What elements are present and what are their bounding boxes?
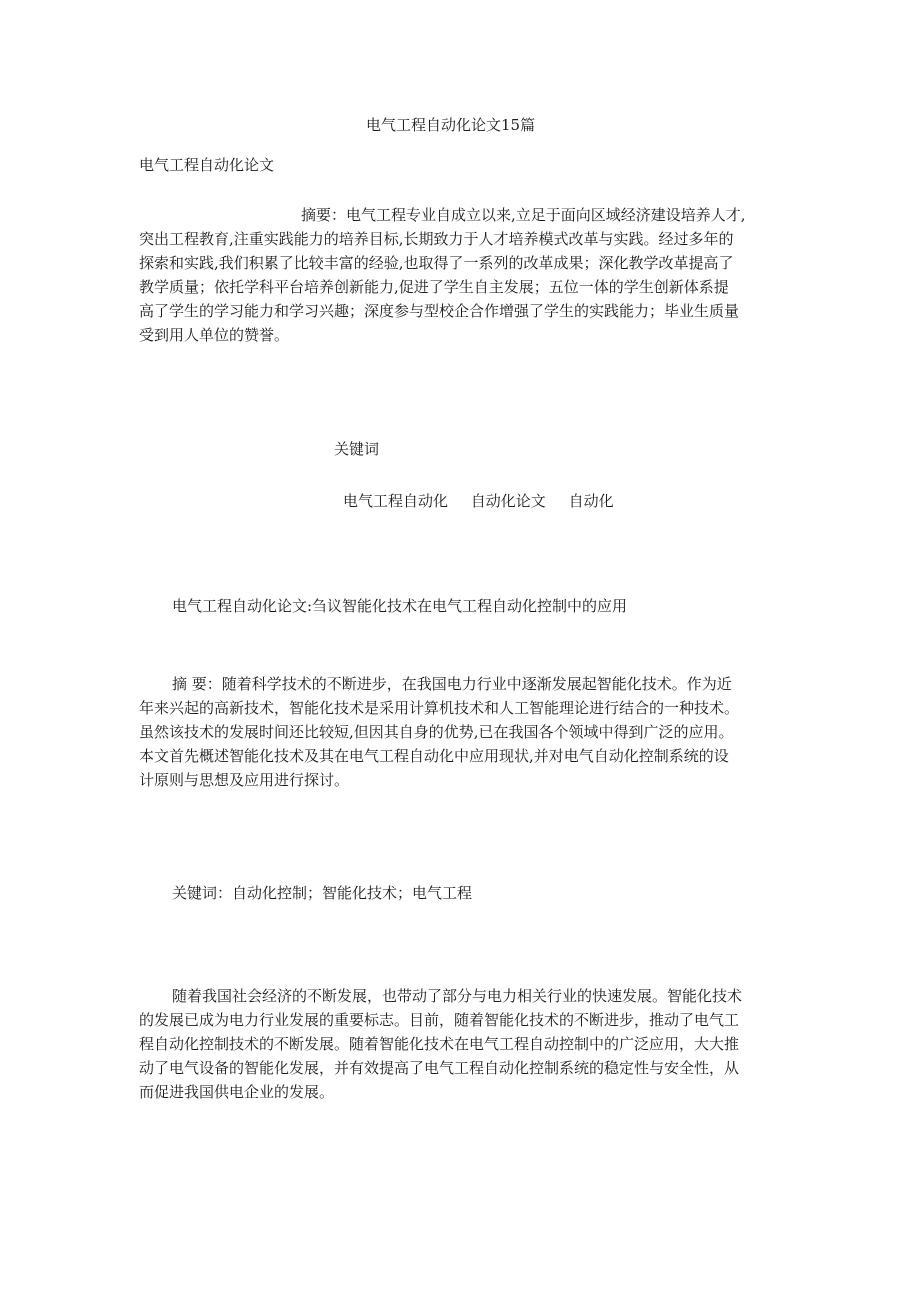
body-line: 的发展已成为电力行业发展的重要标志。目前，随着智能化技术的不断进步，推动了电气工 <box>139 1011 740 1029</box>
abstract-1 <box>139 203 787 347</box>
abstract-2-line: 虽然该技术的发展时间还比较短,但因其自身的优势,已在我国各个领域中得到广泛的应用。 <box>139 723 734 741</box>
abstract-1-line: 教学质量；依托学科平台培养创新能力,促进了学生自主发展；五位一体的学生创新体系提 <box>139 278 729 296</box>
body-line: 程自动化控制技术的不断发展。随着智能化技术在电气工程自动控制中的广泛应用，大大推 <box>139 1035 740 1053</box>
keywords-1-list <box>343 489 614 513</box>
abstract-1-line: 探索和实践,我们积累了比较丰富的经验,也取得了一系列的改革成果；深化教学改革提高了 <box>139 254 734 272</box>
abstract-2-line: 摘 要：随着科学技术的不断进步，在我国电力行业中逐渐发展起智能化技术。作为近 <box>172 675 732 693</box>
abstract-2-line: 年来兴起的高新技术，智能化技术是采用计算机技术和人工智能理论进行结合的一种技术。 <box>139 699 740 717</box>
keyword-item: 自动化论文 <box>470 492 546 510</box>
article-2-title: 电气工程自动化论文:刍议智能化技术在电气工程自动化控制中的应用 <box>172 597 628 615</box>
document-subtitle: 电气工程自动化论文 <box>139 156 275 174</box>
abstract-1-line: 高了学生的学习能力和学习兴趣；深度参与型校企合作增强了学生的实践能力；毕业生质量 <box>139 302 740 320</box>
abstract-2-line: 本文首先概述智能化技术及其在电气工程自动化中应用现状,并对电气自动化控制系统的设 <box>139 747 729 765</box>
keyword-item: 电气工程自动化 <box>343 492 449 510</box>
body-line: 随着我国社会经济的不断发展，也带动了部分与电力相关行业的快速发展。智能化技术 <box>172 987 743 1005</box>
abstract-2-line: 计原则与思想及应用进行探讨。 <box>139 771 350 789</box>
keywords-1-heading: 关键词 <box>334 440 380 458</box>
abstract-2 <box>139 672 787 792</box>
document-title: 电气工程自动化论文15篇 <box>366 116 536 134</box>
keywords-2: 关键词：自动化控制；智能化技术；电气工程 <box>172 884 473 902</box>
abstract-1-line: 突出工程教育,注重实践能力的培养目标,长期致力于人才培养模式改革与实践。经过多年的 <box>139 230 734 248</box>
abstract-1-line: 摘要：电气工程专业自成立以来,立足于面向区域经济建设培养人才, <box>301 206 746 224</box>
body-paragraph <box>139 984 787 1104</box>
body-line: 而促进我国供电企业的发展。 <box>139 1083 335 1101</box>
body-line: 动了电气设备的智能化发展，并有效提高了电气工程自动化控制系统的稳定性与安全性，从 <box>139 1059 740 1077</box>
keyword-item: 自动化 <box>568 492 614 510</box>
abstract-1-line: 受到用人单位的赞誉。 <box>139 326 290 344</box>
